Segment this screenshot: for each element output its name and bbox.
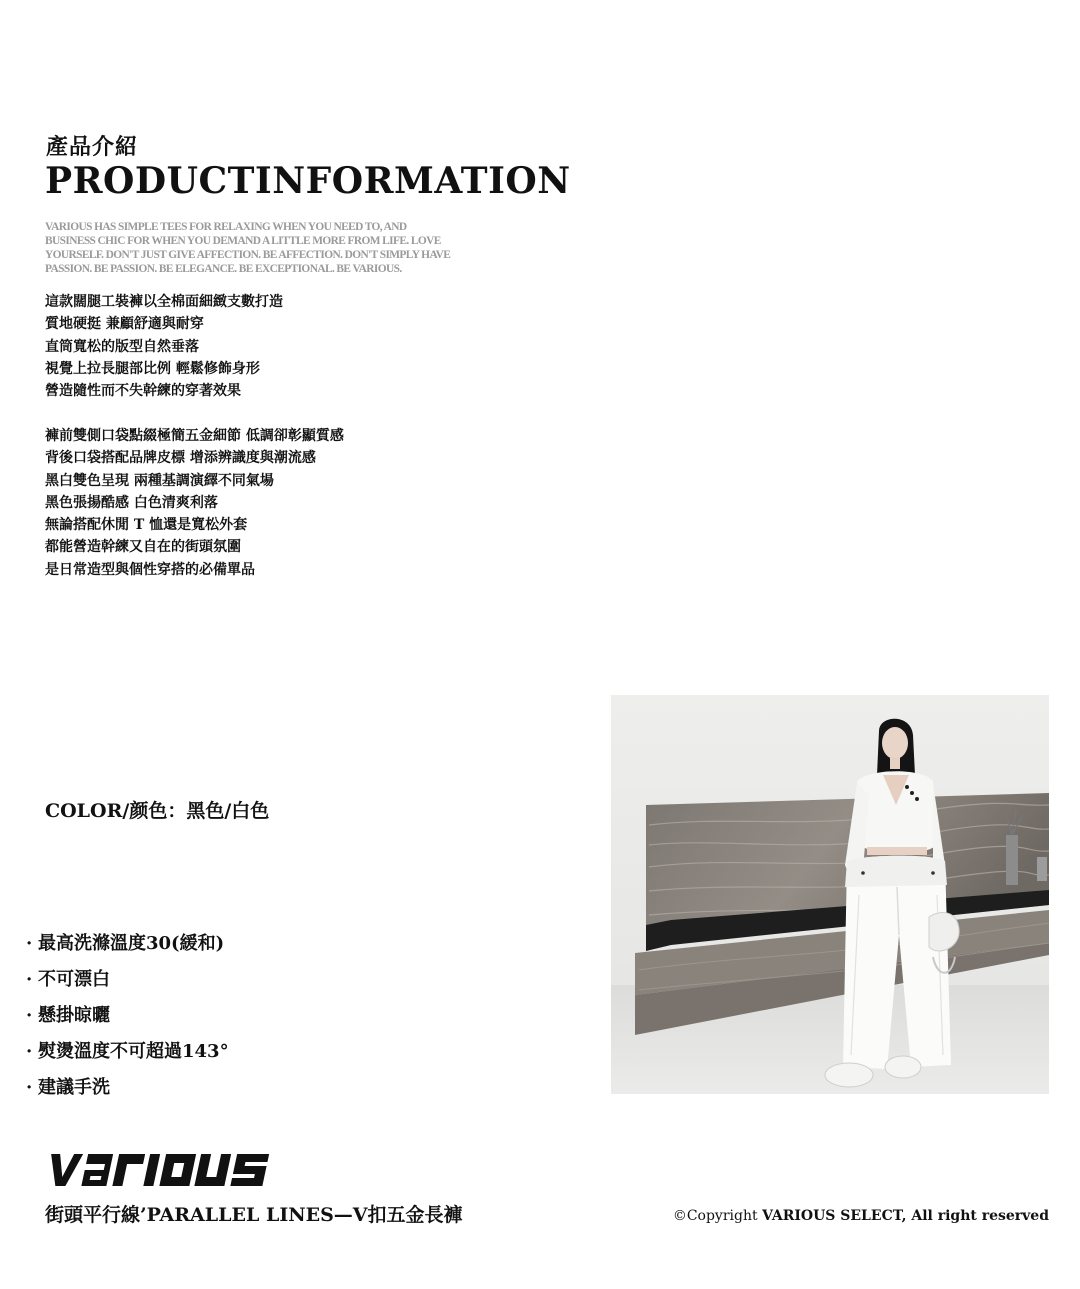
copyright-prefix: ©Copyright bbox=[672, 1208, 763, 1224]
care-item-label: 最高洗滌溫度30(緩和) bbox=[38, 933, 225, 954]
description-line: 質地硬挺 兼顧舒適與耐穿 bbox=[45, 316, 204, 333]
brand-tagline bbox=[45, 220, 515, 276]
care-item-label: 不可漂白 bbox=[38, 969, 110, 990]
care-item bbox=[26, 926, 229, 962]
product-photo bbox=[611, 695, 1049, 1094]
color-options: COLOR/颜色：黑色/白色 bbox=[45, 800, 270, 822]
bullet-icon: · bbox=[26, 1041, 33, 1062]
description-line: 無論搭配休閒 T 恤還是寬松外套 bbox=[45, 517, 248, 534]
tagline-line: VARIOUS HAS SIMPLE TEES FOR RELAXING WHEN YOU NEED TO, AND bbox=[45, 221, 407, 233]
tagline-line: YOURSELF. DON'T JUST GIVE AFFECTION. BE AFFECTION. DON'T SIMPLY HAVE bbox=[45, 249, 451, 261]
care-item bbox=[26, 998, 229, 1034]
description-line: 黑白雙色呈現 兩種基調演繹不同氣場 bbox=[45, 472, 274, 489]
care-item bbox=[26, 962, 229, 998]
copyright-brand: VARIOUS SELECT, All right reserved bbox=[762, 1208, 1049, 1224]
bullet-icon: · bbox=[26, 969, 33, 990]
product-name: 街頭平行線’PARALLEL LINES—V扣五金長褲 bbox=[45, 1204, 463, 1226]
copyright-notice bbox=[673, 1208, 1049, 1224]
description-line: 視覺上拉長腿部比例 輕鬆修飾身形 bbox=[45, 360, 260, 377]
section-title-zh: 產品介紹 bbox=[46, 134, 139, 160]
bullet-icon: · bbox=[26, 1077, 33, 1098]
description-paragraph-2 bbox=[45, 425, 344, 581]
care-item bbox=[26, 1034, 229, 1070]
tagline-line: BUSINESS CHIC FOR WHEN YOU DEMAND A LITTLE MORE FROM LIFE. LOVE bbox=[45, 235, 441, 247]
description-line: 黑色張揚酷感 白色清爽利落 bbox=[45, 494, 218, 511]
description-line: 這款闊腿工裝褲以全棉面細緻支數打造 bbox=[45, 294, 283, 310]
description-line: 營造隨性而不失幹練的穿著效果 bbox=[45, 383, 241, 400]
bullet-icon: · bbox=[26, 933, 33, 954]
care-instructions bbox=[26, 926, 229, 1106]
description-paragraph-1 bbox=[45, 291, 283, 402]
description-line: 背後口袋搭配品牌皮標 增添辨識度與潮流感 bbox=[45, 450, 316, 467]
various-logo bbox=[44, 1150, 308, 1190]
model-wearing-pants-illustration bbox=[611, 695, 1049, 1094]
description-line: 褲前雙側口袋點綴極簡五金細節 低調卻彰顯質感 bbox=[45, 428, 344, 444]
care-item bbox=[26, 1070, 229, 1106]
bullet-icon: · bbox=[26, 1005, 33, 1026]
care-item-label: 熨燙溫度不可超過143° bbox=[38, 1041, 229, 1062]
care-item-label: 懸掛晾曬 bbox=[38, 1005, 110, 1026]
description-line: 都能營造幹練又自在的街頭氛圍 bbox=[45, 539, 241, 556]
care-item-label: 建議手洗 bbox=[38, 1077, 110, 1098]
section-title-en: PRODUCTINFORMATION bbox=[45, 160, 571, 202]
tagline-line: PASSION. BE PASSION. BE ELEGANCE. BE EXCEPTIONAL. BE VARIOUS. bbox=[45, 263, 402, 275]
description-line: 直筒寬松的版型自然垂落 bbox=[45, 338, 199, 355]
description-line: 是日常造型與個性穿搭的必備單品 bbox=[45, 561, 255, 578]
